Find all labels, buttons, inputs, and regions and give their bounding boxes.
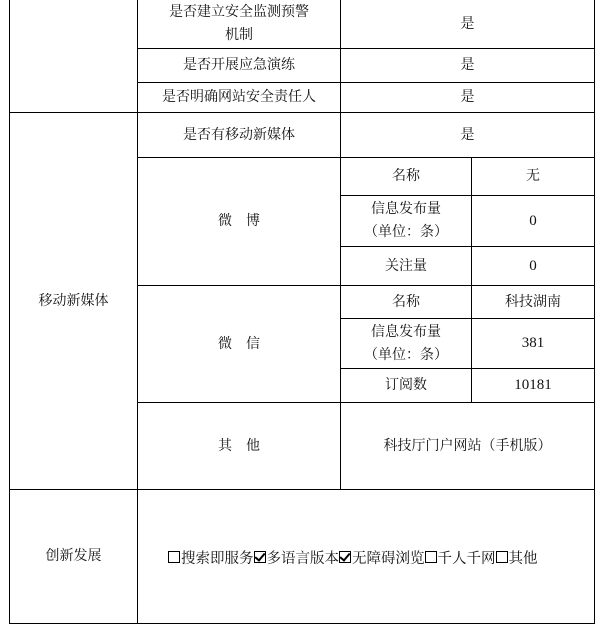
checkbox-icon[interactable] xyxy=(168,551,180,563)
other-media-value: 科技厅门户网站（手机版） xyxy=(383,437,552,454)
wechat-posts-label: 信息发布量 （单位：条） xyxy=(364,323,448,363)
checkbox-icon[interactable] xyxy=(339,551,351,563)
checkbox-icon[interactable] xyxy=(496,551,508,563)
wechat-name-value: 科技湖南 xyxy=(505,293,561,310)
weibo-followers-value: 0 xyxy=(529,257,537,274)
option-label: 其他 xyxy=(508,550,538,567)
option-label: 搜索即服务 xyxy=(181,550,254,567)
option-label: 多语言版本 xyxy=(266,550,339,567)
option-label: 千人千网 xyxy=(437,550,496,567)
option-multilingual[interactable] xyxy=(254,547,340,568)
wechat-name-label: 名称 xyxy=(392,293,420,310)
weibo-posts-label: 信息发布量 （单位：条） xyxy=(364,201,448,240)
wechat-label: 微 信 xyxy=(218,335,260,352)
security-warning-value: 是 xyxy=(460,15,475,32)
security-responsible-value: 是 xyxy=(460,89,475,105)
wechat-subscribers-value: 10181 xyxy=(514,377,552,393)
has-mobile-media-label: 是否有移动新媒体 xyxy=(183,126,295,143)
option-search-as-service[interactable] xyxy=(168,547,254,568)
weibo-name-label: 名称 xyxy=(392,168,420,184)
security-warning-label: 是否建立安全监测预警 机制 xyxy=(169,4,309,43)
option-personalized[interactable] xyxy=(425,547,496,568)
weibo-followers-label: 关注量 xyxy=(385,257,427,274)
weibo-posts-value: 0 xyxy=(529,212,537,229)
checkbox-icon[interactable] xyxy=(254,551,266,563)
option-other[interactable] xyxy=(496,547,538,568)
weibo-label: 微 博 xyxy=(218,213,260,229)
option-label: 无障碍浏览 xyxy=(352,550,425,567)
innovation-options xyxy=(138,490,604,624)
mobile-media-section-label: 移动新媒体 xyxy=(38,292,109,309)
emergency-drill-label: 是否开展应急演练 xyxy=(183,57,295,73)
security-responsible-label: 是否明确网站安全责任人 xyxy=(162,89,316,105)
has-mobile-media-value: 是 xyxy=(460,126,475,143)
option-accessibility[interactable] xyxy=(339,547,425,568)
innovation-label: 创新发展 xyxy=(45,548,102,564)
weibo-name-value: 无 xyxy=(526,168,540,184)
wechat-subscribers-label: 订阅数 xyxy=(385,377,427,393)
emergency-drill-value: 是 xyxy=(460,57,475,73)
checkbox-icon[interactable] xyxy=(425,551,437,563)
wechat-posts-value: 381 xyxy=(521,335,545,351)
other-media-label: 其 他 xyxy=(218,437,260,454)
